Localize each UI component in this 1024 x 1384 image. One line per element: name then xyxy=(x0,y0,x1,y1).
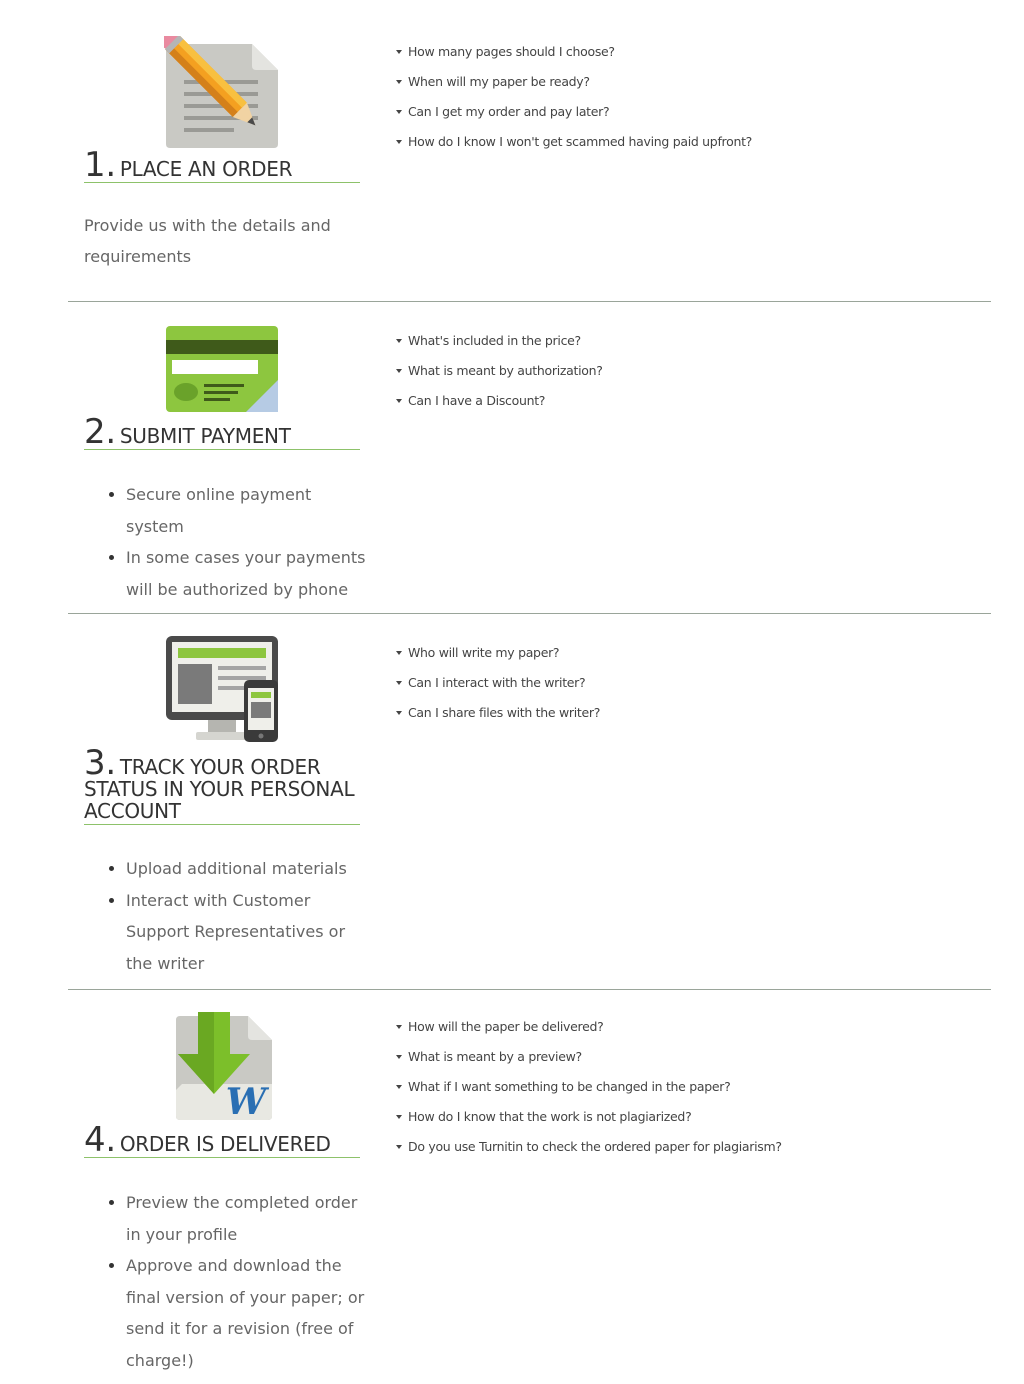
caret-down-icon xyxy=(396,651,402,655)
bullet-item: • Preview the completed order in your profile xyxy=(126,1187,369,1250)
pencil-document-icon xyxy=(164,36,280,150)
step-number: 3. xyxy=(84,743,116,783)
step-heading xyxy=(84,412,360,452)
faq-item[interactable]: How many pages should I choose? xyxy=(396,37,752,67)
faq-list xyxy=(396,1012,782,1162)
faq-item[interactable]: Do you use Turnitin to check the ordered paper for plagiarism? xyxy=(396,1132,782,1162)
step-bullets xyxy=(84,479,369,605)
step-title: ORDER IS DELIVERED xyxy=(119,1132,331,1156)
step-title: SUBMIT PAYMENT xyxy=(119,424,291,448)
caret-down-icon xyxy=(396,1145,402,1149)
step-number: 4. xyxy=(84,1120,116,1160)
caret-down-icon xyxy=(396,1025,402,1029)
faq-item[interactable]: When will my paper be ready? xyxy=(396,67,752,97)
step-title: TRACK YOUR ORDER STATUS IN YOUR PERSONAL ACCOUNT xyxy=(84,755,355,823)
faq-item[interactable]: Can I interact with the writer? xyxy=(396,668,600,698)
step-description: Provide us with the details and requirements xyxy=(84,216,331,266)
faq-list xyxy=(396,37,752,157)
faq-item[interactable]: What's included in the price? xyxy=(396,326,603,356)
caret-down-icon xyxy=(396,681,402,685)
caret-down-icon xyxy=(396,711,402,715)
caret-down-icon xyxy=(396,50,402,54)
bullet-item: • Interact with Customer Support Representatives or the writer xyxy=(126,885,369,980)
step-number: 2. xyxy=(84,412,116,452)
caret-down-icon xyxy=(396,140,402,144)
step-heading xyxy=(84,145,360,185)
step-title: PLACE AN ORDER xyxy=(119,157,293,181)
faq-item[interactable]: How do I know that the work is not plagiarized? xyxy=(396,1102,782,1132)
caret-down-icon xyxy=(396,80,402,84)
faq-item[interactable]: Who will write my paper? xyxy=(396,638,600,668)
faq-item[interactable]: Can I share files with the writer? xyxy=(396,698,600,728)
step-heading xyxy=(84,1120,360,1160)
caret-down-icon xyxy=(396,110,402,114)
caret-down-icon xyxy=(396,369,402,373)
bullet-item: • In some cases your payments will be authorized by phone xyxy=(126,542,369,605)
caret-down-icon xyxy=(396,1115,402,1119)
section-divider xyxy=(68,301,991,302)
step-bullets xyxy=(84,853,369,979)
section-divider xyxy=(68,989,991,990)
caret-down-icon xyxy=(396,1055,402,1059)
step-number: 1. xyxy=(84,145,116,185)
monitor-phone-icon xyxy=(164,634,280,744)
faq-item[interactable]: How do I know I won't get scammed having paid upfront? xyxy=(396,127,752,157)
step-bullets xyxy=(84,1187,369,1376)
bullet-item: • Approve and download the final version of your paper; or send it for a revision (free of charge!) xyxy=(126,1250,369,1376)
faq-item[interactable]: What if I want something to be changed in the paper? xyxy=(396,1072,782,1102)
faq-item[interactable]: How will the paper be delivered? xyxy=(396,1012,782,1042)
download-document-icon xyxy=(172,1010,276,1124)
word-letter: W xyxy=(225,1081,267,1123)
faq-list xyxy=(396,638,600,728)
section-divider xyxy=(68,613,991,614)
bullet-item: • Upload additional materials xyxy=(126,853,369,885)
faq-item[interactable]: What is meant by a preview? xyxy=(396,1042,782,1072)
faq-item[interactable]: What is meant by authorization? xyxy=(396,356,603,386)
bullet-item: • Secure online payment system xyxy=(126,479,369,542)
faq-list xyxy=(396,326,603,416)
caret-down-icon xyxy=(396,339,402,343)
caret-down-icon xyxy=(396,399,402,403)
credit-card-icon xyxy=(164,324,280,414)
step-heading xyxy=(84,743,360,825)
faq-item[interactable]: Can I get my order and pay later? xyxy=(396,97,752,127)
caret-down-icon xyxy=(396,1085,402,1089)
faq-item[interactable]: Can I have a Discount? xyxy=(396,386,603,416)
